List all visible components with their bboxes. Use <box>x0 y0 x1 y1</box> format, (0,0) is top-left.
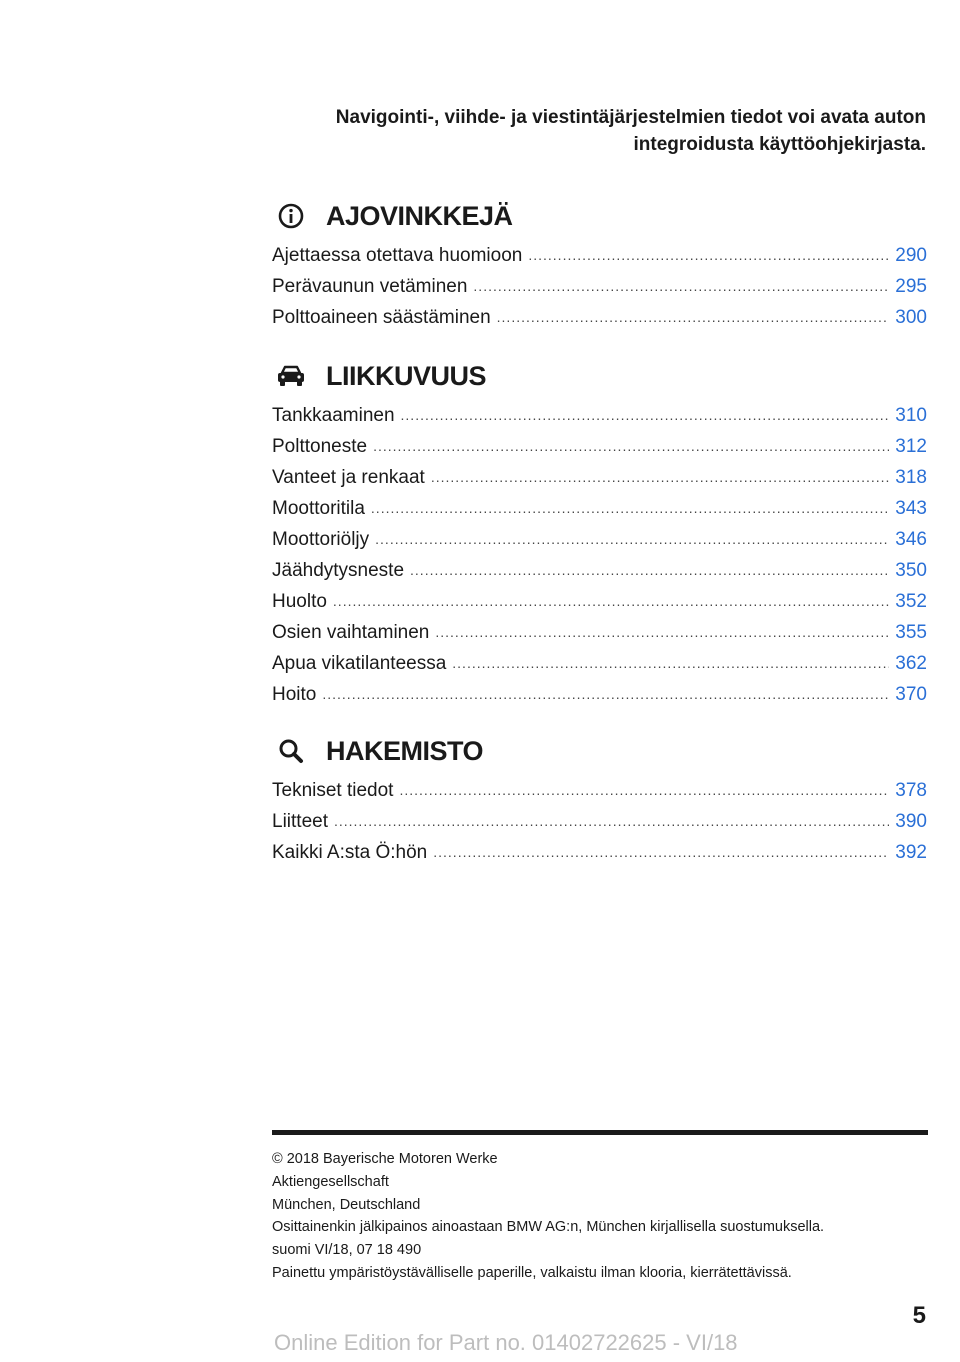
toc-entry[interactable] <box>272 555 927 586</box>
imprint-line: © 2018 Bayerische Motoren Werke <box>272 1151 498 1167</box>
toc-entry[interactable] <box>272 302 927 333</box>
dot-leader <box>371 493 889 524</box>
imprint <box>272 1148 932 1285</box>
car-icon <box>276 361 306 391</box>
toc-entry[interactable] <box>272 806 927 837</box>
toc-label: Hoito <box>272 684 317 705</box>
toc-label: Jäähdytysneste <box>272 560 405 581</box>
toc-label: Tankkaaminen <box>272 405 395 426</box>
page-link[interactable]: 290 <box>895 245 927 266</box>
page-link[interactable]: 390 <box>895 811 927 832</box>
toc-label: Moottoriöljy <box>272 529 370 550</box>
toc-label: Kaikki A:sta Ö:hön <box>272 842 428 863</box>
magnifier-icon <box>276 736 306 766</box>
toc-entry[interactable] <box>272 586 927 617</box>
section-ajovinkkeja <box>272 196 927 333</box>
page-number: 5 <box>912 1302 926 1329</box>
toc-label: Perävaunun vetäminen <box>272 276 468 297</box>
dot-leader <box>473 271 889 302</box>
section-title: AJOVINKKEJÄ <box>326 200 513 231</box>
toc-entry[interactable] <box>272 524 927 555</box>
imprint-line: Osittainenkin jälkipainos ainoastaan BMW AG:n, München kirjallisella suostumuksella. <box>272 1219 825 1236</box>
dot-leader <box>410 555 889 586</box>
section-header <box>272 731 927 771</box>
section-hakemisto <box>272 731 927 868</box>
section-header <box>272 196 927 236</box>
toc-entry[interactable] <box>272 400 927 431</box>
imprint-line: Painettu ympäristöystävälliselle paperille, valkaistu ilman klooria, kierrätettävissä. <box>272 1264 792 1281</box>
toc-label: Apua vikatilanteessa <box>272 653 447 674</box>
dot-leader <box>334 806 889 837</box>
page-link[interactable]: 346 <box>895 529 927 550</box>
page-link[interactable]: 295 <box>895 276 927 297</box>
info-icon <box>276 201 306 231</box>
toc-entry[interactable] <box>272 493 927 524</box>
dot-leader <box>375 524 889 555</box>
intro-line-1: Navigointi-, viihde- ja viestintäjärjestelmien tiedot voi avata auton <box>335 107 926 128</box>
toc-label: Polttoaineen säästäminen <box>272 307 491 328</box>
dot-leader <box>433 837 889 868</box>
imprint-line: suomi VI/18, 07 18 490 <box>272 1242 422 1259</box>
toc-entry[interactable] <box>272 679 927 710</box>
dot-leader <box>333 586 889 617</box>
dot-leader <box>528 240 889 271</box>
toc-label: Moottoritila <box>272 498 365 519</box>
toc-label: Osien vaihtaminen <box>272 622 430 643</box>
section-liikkuvuus <box>272 356 927 710</box>
toc-label: Huolto <box>272 591 327 612</box>
toc-label: Ajettaessa otettava huomioon <box>272 245 523 266</box>
dot-leader <box>497 302 890 333</box>
imprint-divider <box>272 1130 928 1135</box>
dot-leader <box>452 648 889 679</box>
online-edition-watermark: Online Edition for Part no. 01402722625 - VI/18 <box>274 1330 738 1355</box>
toc-entry[interactable] <box>272 837 927 868</box>
toc-entry[interactable] <box>272 240 927 271</box>
section-header <box>272 356 927 396</box>
page-link[interactable]: 343 <box>895 498 927 519</box>
intro-note <box>226 104 926 158</box>
toc-entry[interactable] <box>272 431 927 462</box>
page-link[interactable]: 370 <box>895 684 927 705</box>
dot-leader <box>322 679 889 710</box>
toc-entry[interactable] <box>272 775 927 806</box>
page-link[interactable]: 378 <box>895 780 927 801</box>
dot-leader <box>435 617 889 648</box>
intro-line-2: integroidusta käyttöohjekirjasta. <box>633 134 926 155</box>
imprint-line: Aktiengesellschaft <box>272 1173 389 1190</box>
dot-leader <box>401 400 890 431</box>
dot-leader <box>399 775 889 806</box>
page-link[interactable]: 350 <box>895 560 927 581</box>
page-link[interactable]: 352 <box>895 591 927 612</box>
dot-leader <box>373 431 889 462</box>
page-link[interactable]: 310 <box>895 405 927 426</box>
toc-label: Polttoneste <box>272 436 368 457</box>
page-link[interactable]: 318 <box>895 467 927 488</box>
toc-label: Vanteet ja renkaat <box>272 467 425 488</box>
page-link[interactable]: 300 <box>895 307 927 328</box>
section-title: LIIKKUVUUS <box>326 360 487 391</box>
imprint-line: München, Deutschland <box>272 1196 421 1213</box>
dot-leader <box>431 462 889 493</box>
section-title: HAKEMISTO <box>326 735 484 766</box>
toc-label: Liitteet <box>272 811 328 832</box>
page-link[interactable]: 312 <box>895 436 927 457</box>
page-link[interactable]: 355 <box>895 622 927 643</box>
toc-entry[interactable] <box>272 648 927 679</box>
toc-label: Tekniset tiedot <box>272 780 394 801</box>
page-link[interactable]: 362 <box>895 653 927 674</box>
toc-entry[interactable] <box>272 617 927 648</box>
toc-entry[interactable] <box>272 462 927 493</box>
toc-entry[interactable] <box>272 271 927 302</box>
page-link[interactable]: 392 <box>895 842 927 863</box>
